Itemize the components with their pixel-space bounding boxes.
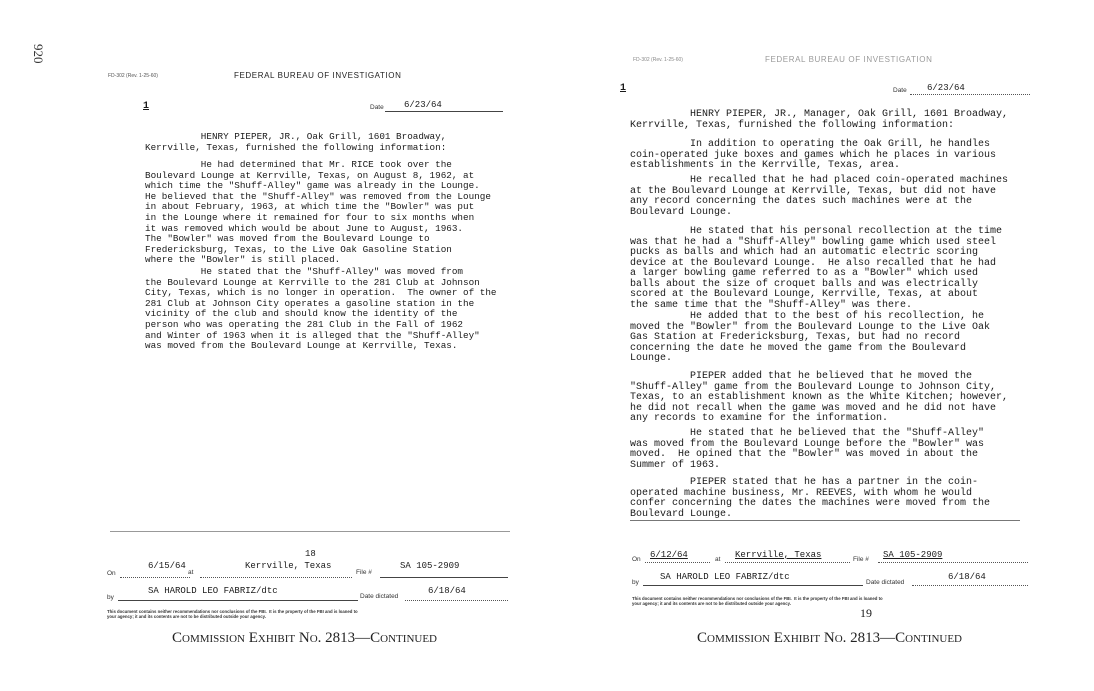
paragraph-line: Fredericksburg, Texas, to the Live Oak Gasoline Station [145, 243, 452, 255]
sheet-number: 19 [860, 606, 872, 620]
dictated-date: 6/18/64 [948, 572, 986, 582]
paragraph-line: HENRY PIEPER, JR., Manager, Oak Grill, 1601 Broadway, [630, 109, 1009, 120]
paragraph-line: He recalled that he had placed coin-operated machines [630, 175, 1009, 186]
report-date: 6/23/64 [404, 100, 442, 110]
form-number: FD-302 (Rev. 1-25-60) [108, 73, 158, 79]
disclaimer-line-1: This document contains neither recommendations nor conclusions of the FBI. It is the property of the FBI and is loaned to [107, 609, 358, 614]
paragraph-line: was moved from the Boulevard Lounge at Kerrville, Texas. [145, 340, 458, 352]
paragraph-line: balls about the size of croquet balls and was electrically [630, 278, 979, 290]
agent-name: SA HAROLD LEO FABRIZ/dtc [660, 572, 790, 582]
sheet-number: 18 [305, 549, 316, 559]
disclaimer-line-2: your agency; it and its contents are not to be distributed outside your agency. [632, 601, 791, 606]
paragraph-line: device at the Boulevard Lounge. He also recalled that he had [630, 257, 997, 269]
paragraph-line: Texas, to an establishment known as the White Kitchen; however, [630, 392, 1009, 403]
paragraph-line: the Boulevard Lounge at Kerrville to the 281 Club at Johnson [145, 276, 480, 288]
paragraph-line: confer concerning the dates the machines were moved from the [630, 498, 991, 509]
paragraph-line: The "Bowler" was moved from the Boulevard Lounge to [145, 233, 430, 245]
page-index: 1 [143, 101, 150, 112]
paragraph-line: any records to examine for the information. [630, 413, 889, 424]
paragraph-line: moved the "Bowler" from the Boulevard Lounge to the Live Oak [630, 321, 991, 333]
dictated-label: Date dictated [866, 579, 905, 586]
paragraph-line: the same time that the "Shuff-Alley" was there. [630, 299, 913, 311]
paragraph-line: He had determined that Mr. RICE took over the [145, 159, 452, 170]
date-label: Date [893, 87, 907, 94]
paragraph-line: operated machine business, Mr. REEVES, with whom he would [630, 487, 973, 499]
paragraph-line: and Winter of 1963 when it is alleged that the "Shuff-Alley" [145, 329, 480, 341]
interview-date: 6/12/64 [650, 550, 688, 560]
dictated-label: Date dictated [360, 593, 399, 600]
by-label: by [632, 579, 639, 586]
paragraph-line: it was removed which would be about June to August, 1963. [145, 222, 464, 234]
paragraph-line: a larger bowling game referred to as a "Bowler" which used [630, 268, 979, 279]
at-label: at [188, 569, 194, 576]
on-label: On [107, 570, 116, 577]
page-index: 1 [620, 83, 627, 94]
paragraph-line: in about February, 1963, at which time the "Bowler" was put [145, 201, 475, 213]
paragraph-line: where the "Bowler" is still placed. [145, 254, 341, 266]
paragraph-line: in the Lounge where it remained for four to six months when [145, 212, 475, 223]
paragraph-line: person who was operating the 281 Club in the Fall of 1962 [145, 319, 464, 330]
paragraph-line: vicinity of the club and should know the identity of the [145, 308, 458, 320]
paragraph-line: coin-operated juke boxes and games which he places in various [630, 149, 997, 161]
agency-header: FEDERAL BUREAU OF INVESTIGATION [234, 71, 402, 80]
paragraph-line: He stated that he believed that the "Shuff-Alley" [630, 428, 985, 439]
interview-location: Kerrville, Texas [245, 561, 332, 571]
paragraph-line: PIEPER stated that he has a partner in the coin- [630, 477, 979, 488]
paragraph-line: which time the "Shuff-Alley" game was already in the Lounge. [145, 180, 480, 192]
paragraph-line: PIEPER added that he believed that he moved the [630, 371, 973, 382]
dictated-date: 6/18/64 [428, 586, 466, 596]
file-number: SA 105-2909 [883, 550, 943, 560]
paragraph-line: Kerrville, Texas, furnished the following information: [145, 141, 447, 153]
paragraph-line: He stated that the "Shuff-Alley" was moved from [145, 266, 464, 277]
paragraph-line: he did not recall when the game was moved and he did not have [630, 402, 997, 414]
paragraph-line: Gas Station at Fredericksburg, Texas, but had no record [630, 332, 961, 343]
paragraph-line: pucks as balls and which had an automatic electric scoring [630, 247, 979, 258]
exhibit-caption: Commission Exhibit No. 2813—Continued [697, 630, 962, 646]
paragraph-line: moved. He opined that the "Bowler" was moved in about the [630, 449, 979, 460]
paragraph-line: He believed that the "Shuff-Alley" was removed from the Lounge [145, 190, 491, 202]
date-label: Date [370, 104, 384, 111]
disclaimer-line-2: your agency; it and its contents are not to be distributed outside your agency. [107, 614, 266, 619]
form-number: FD-302 (Rev. 1-25-60) [633, 57, 683, 63]
agency-header: FEDERAL BUREAU OF INVESTIGATION [765, 55, 933, 64]
paragraph-line: Kerrville, Texas, furnished the following information: [630, 119, 955, 131]
agent-name: SA HAROLD LEO FABRIZ/dtc [148, 586, 278, 596]
at-label: at [715, 556, 721, 563]
paragraph-line: was moved from the Boulevard Lounge before the "Bowler" was [630, 438, 985, 450]
paragraph-line: establishments in the Kerrville, Texas, area. [630, 160, 901, 171]
disclaimer-line-1: This document contains neither recommendations nor conclusions of the FBI. It is the property of the FBI and is loaned to [632, 596, 883, 601]
interview-location: Kerrville, Texas [735, 550, 822, 560]
paragraph-line: at the Boulevard Lounge at Kerrville, Texas, but did not have [630, 185, 997, 197]
paragraph-line: HENRY PIEPER, JR., Oak Grill, 1601 Broadway, [145, 131, 447, 142]
file-label: File # [356, 569, 372, 576]
paragraph-line: In addition to operating the Oak Grill, he handles [630, 139, 991, 150]
interview-date: 6/15/64 [148, 561, 186, 571]
paragraph-line: 281 Club at Johnson City operates a gasoline station in the [145, 297, 475, 309]
by-label: by [107, 594, 114, 601]
file-number: SA 105-2909 [400, 561, 460, 571]
paragraph-line: any record concerning the dates such machines were at the [630, 196, 973, 207]
paragraph-line: concerning the date he moved the game from the Boulevard [630, 342, 967, 354]
page-number: 920 [31, 44, 46, 64]
paragraph-line: "Shuff-Alley" game from the Boulevard Lounge to Johnson City, [630, 381, 997, 393]
exhibit-caption: Commission Exhibit No. 2813—Continued [172, 630, 437, 646]
paragraph-line: He added that to the best of his recollection, he [630, 311, 985, 322]
file-label: File # [853, 556, 869, 563]
paragraph-line: was that he had a "Shuff-Alley" bowling game which used steel [630, 236, 997, 248]
paragraph-line: scored at the Boulevard Lounge, Kerrville, Texas, at about [630, 289, 979, 300]
paragraph-line: City, Texas, which is no longer in operation. The owner of the [145, 287, 497, 299]
paragraph-line: Summer of 1963. [630, 459, 721, 471]
paragraph-line: He stated that his personal recollection at the time [630, 226, 1003, 237]
paragraph-line: Boulevard Lounge. [630, 206, 733, 218]
paragraph-line: Lounge. [630, 353, 673, 364]
paragraph-line: Boulevard Lounge. [630, 508, 733, 520]
on-label: On [632, 556, 641, 563]
report-date: 6/23/64 [927, 83, 965, 93]
paragraph-line: Boulevard Lounge at Kerrville, Texas, on August 8, 1962, at [145, 169, 475, 181]
